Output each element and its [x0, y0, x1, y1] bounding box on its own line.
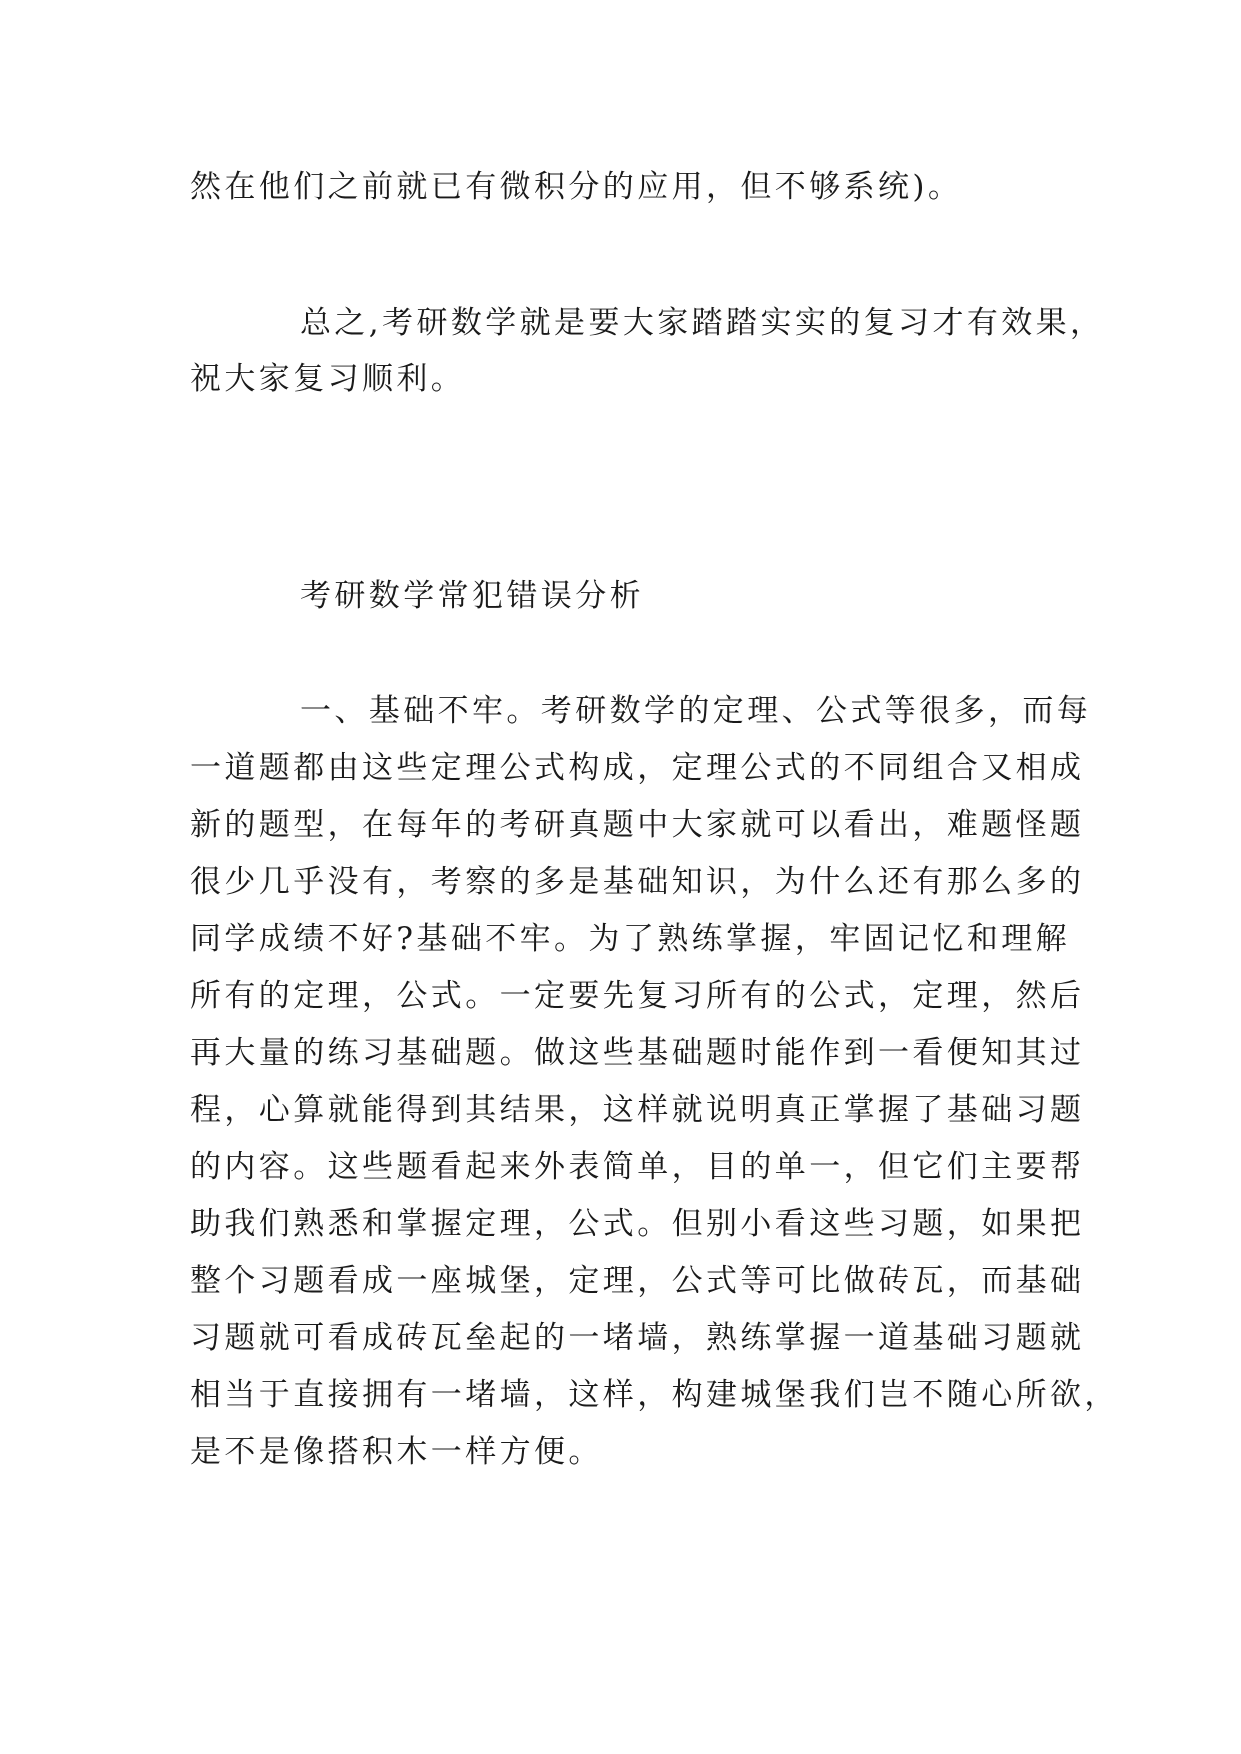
section-heading: 考研数学常犯错误分析	[300, 578, 644, 614]
body-line-11: 整个习题看成一座城堡，定理，公式等可比做砖瓦，而基础	[190, 1263, 1085, 1299]
paragraph-continuation-line: 然在他们之前就已有微积分的应用，但不够系统)。	[190, 169, 963, 205]
body-line-10: 助我们熟悉和掌握定理，公式。但别小看这些习题，如果把	[190, 1206, 1085, 1242]
conclusion-line-1: 总之,考研数学就是要大家踏踏实实的复习才有效果，	[300, 305, 1105, 341]
body-line-6: 所有的定理，公式。一定要先复习所有的公式，定理，然后	[190, 978, 1085, 1014]
body-line-1: 一、基础不牢。考研数学的定理、公式等很多，而每	[300, 693, 1092, 729]
body-line-7: 再大量的练习基础题。做这些基础题时能作到一看便知其过	[190, 1035, 1085, 1071]
conclusion-line-2: 祝大家复习顺利。	[190, 361, 466, 397]
body-line-9: 的内容。这些题看起来外表简单，目的单一，但它们主要帮	[190, 1149, 1085, 1185]
body-line-2: 一道题都由这些定理公式构成，定理公式的不同组合又相成	[190, 750, 1085, 786]
body-line-12: 习题就可看成砖瓦垒起的一堵墙，熟练掌握一道基础习题就	[190, 1320, 1085, 1356]
body-line-13: 相当于直接拥有一堵墙，这样，构建城堡我们岂不随心所欲，	[190, 1377, 1119, 1413]
body-line-5: 同学成绩不好?基础不牢。为了熟练掌握，牢固记忆和理解	[190, 921, 1071, 957]
body-line-14: 是不是像搭积木一样方便。	[190, 1434, 603, 1470]
body-line-8: 程，心算就能得到其结果，这样就说明真正掌握了基础习题	[190, 1092, 1085, 1128]
body-line-3: 新的题型，在每年的考研真题中大家就可以看出，难题怪题	[190, 807, 1085, 843]
body-line-4: 很少几乎没有，考察的多是基础知识，为什么还有那么多的	[190, 864, 1085, 900]
